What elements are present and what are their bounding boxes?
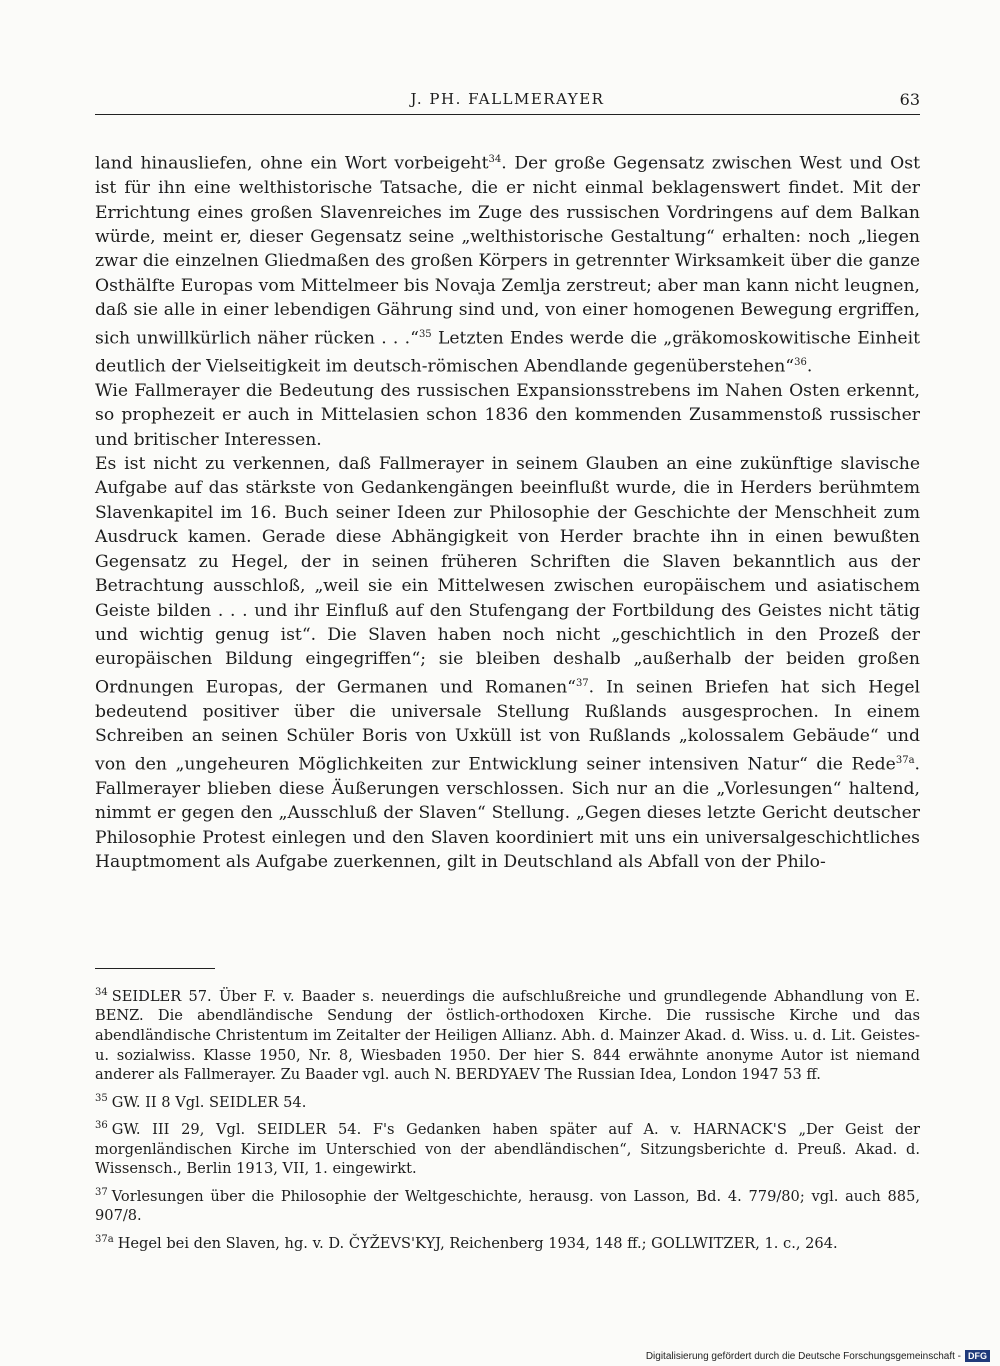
footnote-marker: 37 xyxy=(95,1186,108,1198)
footnote-reference: 36 xyxy=(794,356,807,368)
footnote-reference: 34 xyxy=(488,154,502,165)
footnote-marker: 36 xyxy=(95,1120,108,1132)
text-run: . xyxy=(806,356,813,377)
text-run: Wie Fallmerayer die Bedeutung des russischen Expansionsstrebens im Nahen Osten erkennt, so prophezeit er auch in Mittelasien schon 1836 den kommenden Zusammenstoß russischer und britischer Interessen. xyxy=(95,380,920,450)
footnote xyxy=(95,1116,920,1179)
dfg-logo: DFG xyxy=(965,1350,990,1362)
footnote-text: SEIDLER 57. Über F. v. Baader s. neuerdings die aufschlußreiche und grundlegende Abhandlung von E. BENZ. Die abendländische Sendung der östlich-orthodoxen Kirche. Die russische Kirche und das abendländische Christentum im Zeitalter der Heiligen Allianz. Abh. d. Mainzer Akad. d. Wiss. u. d. Lit. Geistes- u. sozialwiss. Klasse 1950, Nr. 8, Wiesbaden 1950. Der hier S. 844 erwähnte anonyme Autor ist niemand anderer als Fallmerayer. Zu Baader vgl. auch N. BERDYAEV The Russian Idea, London 1947 53 ff. xyxy=(95,987,920,1084)
footnote xyxy=(95,983,920,1085)
body-paragraph xyxy=(95,452,920,874)
text-run: Letzten Endes werde die „gräkomoskowitische Einheit deutlich der Vielseitigkeit im deutsch-römischen Abendlande gegenüberstehen“ xyxy=(95,328,921,377)
body-paragraph xyxy=(95,148,920,379)
page-number: 63 xyxy=(899,90,920,109)
text-run: Es ist nicht zu verkennen, daß Fallmerayer in seinem Glauben an eine zukünftige slavische Aufgabe auf das stärkste von Gedankengängen beeinflußt wurde, die in Herders berühmtem Slavenkapitel im 16. Buch seiner Ideen zur Philosophie der Geschichte der Menschheit zum Ausdruck kamen. Gerade diese Abhängigkeit von Herder brachte ihn in einen bewußten Gegensatz zu Hegel, der in seinen früheren Schriften die Slaven bekanntlich aus der Betrachtung ausschloß, „weil sie ein Mittelwesen zwischen europäischem und asiatischem Geiste bilden . . . und ihr Einfluß auf den Stufengang der Fortbildung des Geistes nicht tätig und wichtig genug ist“. Die Slaven haben noch nicht „geschichtlich in den Prozeß der europäischen Bildung eingegriffen“; sie bleiben deshalb „außerhalb der beiden großen Ordnungen Europas, der Germanen und Romanen“ xyxy=(95,454,920,698)
footnote xyxy=(95,1183,920,1226)
footnote-marker: 34 xyxy=(95,987,108,998)
text-run: . Der große Gegensatz zwischen West und Ost ist für ihn eine welthistorische Tatsache, die er nicht einmal beklagenswert findet. Mit der Errichtung eines großen Slavenreiches im Zuge des russischen Vordringens auf dem Balkan würde, meint er, dieser Gegensatz seine „welthistorische Gestaltung“ erhalten: noch „liegen zwar die einzelnen Gliedmaßen des großen Körpers in getrennter Wirksamkeit über die ganze Osthälfte Europas vom Mittelmeer bis Novaja Zemlja zerstreut; aber man kann nicht leugnen, daß sie alle in einer lebendigen Gährung sind und, von einer homogenen Bewegung ergriffen, sich unwillkürlich näher rücken . . .“ xyxy=(95,153,920,349)
footnote xyxy=(95,1230,920,1253)
text-run: . Fallmerayer blieben diese Äußerungen verschlossen. Sich nur an die „Vorlesungen“ haltend, nimmt er gegen den „Ausschluß der Slaven“ Stellung. „Gegen dieses letzte Gericht deutscher Philosophie Protest einlegen und den Slaven koordiniert mit uns ein universalgeschichtliches Hauptmoment als Aufgabe zuerkennen, gilt in Deutschland als Abfall von der Philo- xyxy=(95,754,920,873)
text-run: land hinausliefen, ohne ein Wort vorbeigeht xyxy=(95,153,489,174)
footnote-text: GW. II 8 Vgl. SEIDLER 54. xyxy=(111,1093,307,1111)
text-run: . In seinen Briefen hat sich Hegel bedeutend positiver über die universale Stellung Rußlands ausgesprochen. In einem Schreiben an seinen Schüler Boris von Uxküll ist von Rußlands „kolossalem Gebäude“ und von den „ungeheuren Möglichkeiten zur Entwicklung seiner intensiven Natur“ die Rede xyxy=(95,677,920,775)
footnote-text: Vorlesungen über die Philosophie der Weltgeschichte, herausg. von Lasson, Bd. 4. 779/80; vgl. auch 885, 907/8. xyxy=(95,1187,920,1225)
footnotes xyxy=(95,983,920,1257)
footnote-text: Hegel bei den Slaven, hg. v. D. ČYŽEVS'KYJ, Reichenberg 1934, 148 ff.; GOLLWITZER, 1. c., 264. xyxy=(117,1234,838,1252)
credit-text: Digitalisierung gefördert durch die Deutsche Forschungsgemeinschaft - xyxy=(645,1350,961,1362)
footnote-text: GW. III 29, Vgl. SEIDLER 54. F's Gedanken haben später auf A. v. HARNACK'S „Der Geist der morgenländischen Kirche im Unterschied von der abendländischen“, Sitzungsberichte d. Preuß. Akad. d. Wissensch., Berlin 1913, VII, 1. eingewirkt. xyxy=(95,1121,920,1178)
footnote-marker: 37a xyxy=(95,1233,114,1245)
footnote-marker: 35 xyxy=(95,1092,108,1104)
running-header xyxy=(95,88,920,115)
footnote-separator xyxy=(95,968,215,969)
footnote xyxy=(95,1089,920,1112)
body-paragraph xyxy=(95,379,920,452)
running-title: J. PH. FALLMERAYER xyxy=(410,90,605,108)
digitization-credit xyxy=(646,1350,990,1362)
footnote-reference: 37 xyxy=(575,677,589,689)
footnote-reference: 37a xyxy=(895,754,915,766)
footnote-reference: 35 xyxy=(418,328,432,340)
body-text xyxy=(95,148,920,874)
